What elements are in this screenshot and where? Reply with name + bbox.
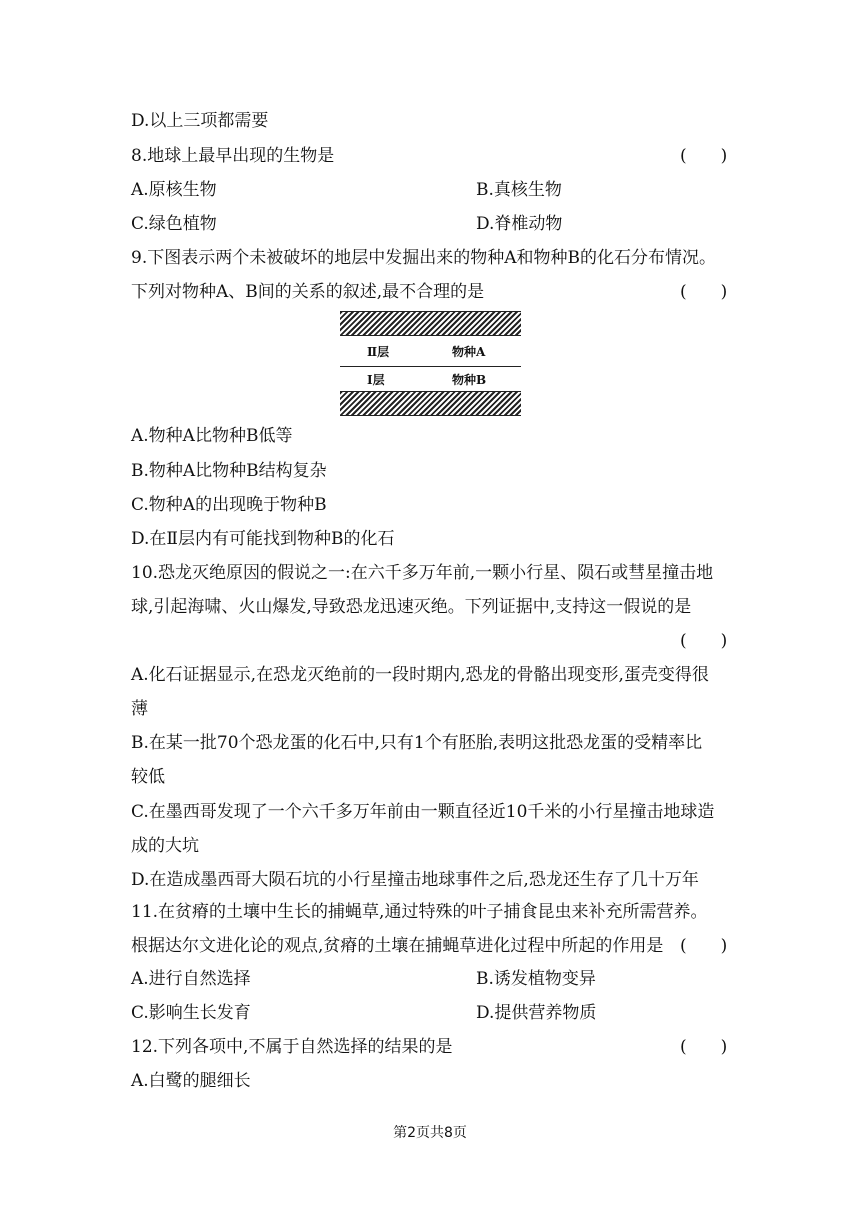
q10-option-d: D.在造成墨西哥大陨石坑的小行星撞击地球事件之后,恐龙还生存了几十万年: [131, 870, 699, 890]
layer-divider: [340, 366, 521, 367]
answer-blank-q9: ( ): [680, 282, 728, 302]
q8-option-b: B.真核生物: [476, 180, 562, 200]
option-d-previous: D.以上三项都需要: [131, 111, 269, 131]
q11-option-c: C.影响生长发育: [131, 1003, 251, 1023]
question-9-line-2: 下列对物种A、B间的关系的叙述,最不合理的是: [131, 282, 485, 302]
rock-layer-bottom: [340, 391, 521, 416]
layer-2-species: 物种A: [452, 345, 486, 359]
question-11-line-2: 根据达尔文进化论的观点,贫瘠的土壤在捕蝇草进化过程中所起的作用是: [131, 936, 664, 956]
q8-option-c: C.绿色植物: [131, 214, 217, 234]
q10-option-c-line-1: C.在墨西哥发现了一个六千多万年前由一颗直径近10千米的小行星撞击地球造: [131, 802, 715, 822]
q11-option-b: B.诱发植物变异: [476, 969, 596, 989]
answer-blank-q12: ( ): [680, 1037, 728, 1057]
answer-blank-q10: ( ): [680, 631, 728, 651]
q10-option-a-line-1: A.化石证据显示,在恐龙灭绝前的一段时期内,恐龙的骨骼出现变形,蛋壳变得很: [131, 665, 709, 685]
answer-blank-q8: ( ): [680, 146, 728, 166]
rock-layer-top: [340, 311, 521, 336]
q8-option-d: D.脊椎动物: [476, 214, 563, 234]
page-number: 第2页共8页: [393, 1125, 467, 1141]
q9-option-b: B.物种A比物种B结构复杂: [131, 461, 327, 481]
q9-option-c: C.物种A的出现晚于物种B: [131, 495, 327, 515]
strata-figure: [340, 311, 521, 416]
layer-1-label: Ⅰ层: [367, 373, 385, 387]
question-10-line-2: 球,引起海啸、火山爆发,导致恐龙迅速灭绝。下列证据中,支持这一假说的是: [131, 597, 692, 617]
q10-option-b-line-2: 较低: [131, 767, 165, 787]
q9-option-d: D.在Ⅱ层内有可能找到物种B的化石: [131, 529, 395, 549]
answer-blank-q11: ( ): [680, 936, 728, 956]
q10-option-a-line-2: 薄: [131, 699, 148, 719]
question-9-line-1: 9.下图表示两个未被破坏的地层中发掘出来的物种A和物种B的化石分布情况。: [131, 248, 716, 268]
question-10-line-1: 10.恐龙灭绝原因的假说之一:在六千多万年前,一颗小行星、陨石或彗星撞击地: [131, 563, 714, 583]
question-8: 8.地球上最早出现的生物是: [131, 146, 335, 166]
q9-option-a: A.物种A比物种B低等: [131, 426, 293, 446]
question-11-line-1: 11.在贫瘠的土壤中生长的捕蝇草,通过特殊的叶子捕食昆虫来补充所需营养。: [131, 902, 708, 922]
q8-option-a: A.原核生物: [131, 180, 217, 200]
q11-option-d: D.提供营养物质: [476, 1003, 597, 1023]
question-12: 12.下列各项中,不属于自然选择的结果的是: [131, 1037, 453, 1057]
q11-option-a: A.进行自然选择: [131, 969, 251, 989]
layer-2-label: Ⅱ层: [367, 345, 390, 359]
q10-option-b-line-1: B.在某一批70个恐龙蛋的化石中,只有1个有胚胎,表明这批恐龙蛋的受精率比: [131, 733, 703, 753]
layer-1-species: 物种B: [452, 373, 487, 387]
q10-option-c-line-2: 成的大坑: [131, 836, 199, 856]
q12-option-a: A.白鹭的腿细长: [131, 1071, 251, 1091]
